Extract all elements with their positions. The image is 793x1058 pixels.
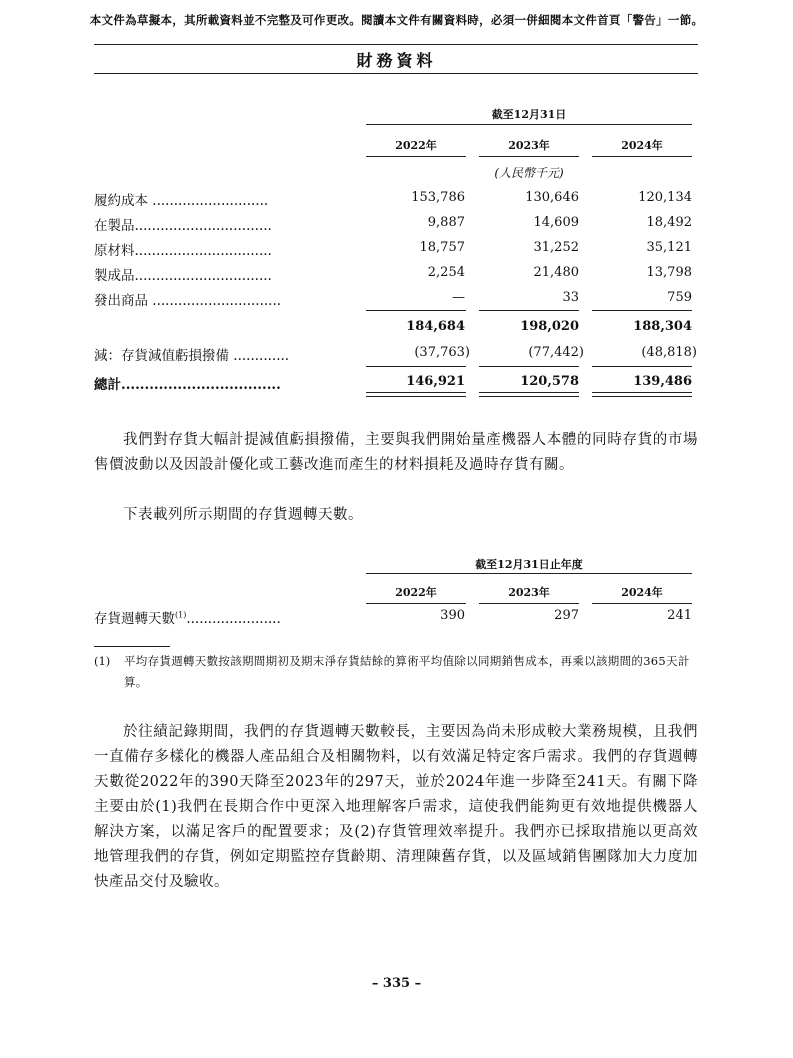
cell-2024: (48,818) [641,345,697,360]
total-2024: 139,486 [633,374,692,389]
cell-2024: 120,134 [638,190,692,205]
table1-unit: (人民幣千元) [494,166,564,180]
double-rule [479,392,579,393]
table2-group-rule [366,573,692,574]
row-label: 總計.................................. [94,377,281,393]
cell-2024: 241 [667,608,692,623]
cell-2023: 297 [554,608,579,623]
subtotal-rule [592,310,692,311]
cell-2023: 130,646 [525,190,579,205]
cell-2023: 14,609 [533,215,579,230]
row-label: 製成品................................ [94,268,272,284]
cell-2024: 759 [667,290,692,305]
table2-col-2024: 2024年 [592,584,692,604]
subtotal-2023: 198,020 [520,319,579,334]
cell-2023: 21,480 [533,265,579,280]
row-label-text: 存貨週轉天數 [94,611,175,627]
section-title: 財務資料 [356,51,437,70]
row-label: 發出商品 .............................. [94,293,282,309]
double-rule [366,396,466,397]
draft-warning-header: 本文件為草擬本，其所載資料並不完整及可作更改。閱讀本文件有關資料時，必須一併細閱本文件首頁「警告」一節。 [89,13,704,27]
total-rule [592,366,692,367]
cell-2023: (77,442) [528,345,584,360]
cell-2024: 13,798 [646,265,692,280]
paragraph-turnover-analysis: 於往績記錄期間，我們的存貨週轉天數較長，主要因為尚未形成較大業務規模，且我們一直備存多樣化的機器人產品組合及相關物料，以有效滿足特定客戶需求。我們的存貨週轉天數從2022年的390天降至2023年的297天，並於2024年進一步降至241天。有關下降主要由於(1)我們在長期合作中更深入地理解客戶需求，這使我們能夠更有效地提供機器人解決方案，以滿足客戶的配置要求；及(2)存貨管理效率提升。我們亦已採取措施以更高效地管理我們的存貨，例如定期監控存貨齡期、清理陳舊存貨，以及區域銷售團隊加大力度加快產品交付及驗收。 [94,724,698,890]
total-2022: 146,921 [406,374,465,389]
cell-2022: (37,763) [414,345,470,360]
table2-group-header: 截至12月31日止年度 [475,558,583,571]
page-number: – 335 – [371,976,422,991]
double-rule [592,396,692,397]
cell-2022: 9,887 [427,215,465,230]
table2-col-2023: 2023年 [479,584,579,604]
cell-2024: 18,492 [646,215,692,230]
row-label [94,607,358,627]
row-label: 在製品................................ [94,218,272,234]
subtotal-rule [479,310,579,311]
table2-col-2022: 2022年 [366,584,466,604]
subtotal-rule [366,310,466,311]
footnote-rule [94,646,170,647]
title-bottom-rule [94,73,698,74]
cell-2023: 33 [562,290,579,305]
footnote-ref: (1) [175,610,187,620]
footnote-text: 平均存貨週轉天數按該期間期初及期末淨存貨結餘的算術平均值除以同期銷售成本，再乘以該期間的365天計算。 [124,654,690,689]
total-2023: 120,578 [520,374,579,389]
cell-2022: 153,786 [411,190,465,205]
table1-col-2023: 2023年 [479,137,579,157]
cell-2022: 18,757 [419,240,465,255]
table1-col-2022: 2022年 [366,137,466,157]
cell-2023: 31,252 [533,240,579,255]
double-rule [366,392,466,393]
row-label: 減：存貨減值虧損撥備 ............. [94,348,290,364]
cell-2022: 2,254 [427,265,465,280]
subtotal-2022: 184,684 [406,319,465,334]
table1-col-2024: 2024年 [592,137,692,157]
cell-2022: 390 [440,608,465,623]
total-rule [366,366,466,367]
row-label-leader: ...................... [186,611,281,627]
row-label: 履約成本 ........................... [94,193,269,209]
table1-group-header: 截至12月31日 [491,108,567,121]
paragraph-intro-turnover: 下表載列所示期間的存貨週轉天數。 [123,507,363,523]
cell-2022: — [452,290,465,305]
footnote-number: (1) [94,654,111,668]
row-label: 原材料................................ [94,243,272,259]
title-top-rule [94,44,698,45]
double-rule [592,392,692,393]
total-rule [479,366,579,367]
paragraph-impairment: 我們對存貨大幅計提減值虧損撥備，主要與我們開始量產機器人本體的同時存貨的市場售價波動以及因設計優化或工藝改進而產生的材料損耗及過時存貨有關。 [94,432,698,473]
subtotal-2024: 188,304 [633,319,692,334]
table1-group-rule [366,124,692,125]
double-rule [479,396,579,397]
cell-2024: 35,121 [646,240,692,255]
